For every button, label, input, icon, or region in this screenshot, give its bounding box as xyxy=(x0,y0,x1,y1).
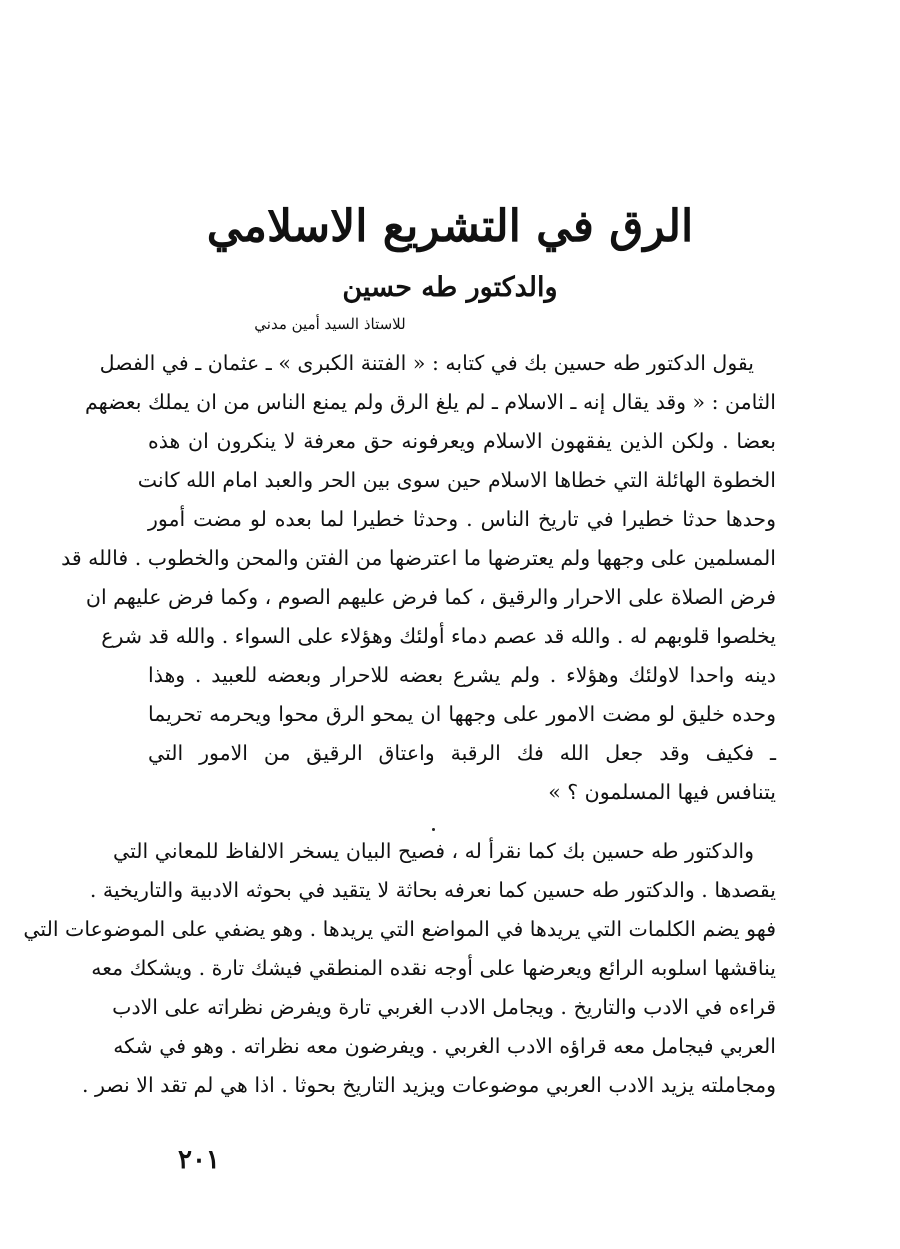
text-line: يتنافس فيها المسلمون ؟ » xyxy=(548,780,776,804)
text-line: فرض الصلاة على الاحرار والرقيق ، كما فرض عليهم الصوم ، وكما فرض عليهم ان xyxy=(85,585,776,609)
scan-speck xyxy=(432,828,435,831)
text-line: يناقشها اسلوبه الرائع ويعرضها على أوجه نقده المنطقي فيشك تارة . ويشكك معه xyxy=(91,956,776,980)
text-line: بعضا . ولكن الذين يفقهون الاسلام ويعرفونه حق معرفة لا ينكرون ان هذه xyxy=(148,429,776,453)
paragraph-quote xyxy=(61,344,776,812)
page-subtitle: والدكتور طه حسين xyxy=(342,272,558,303)
author-byline: للاستاذ السيد أمين مدني xyxy=(254,315,406,333)
text-line: يخلصوا قلوبهم له . والله قد عصم دماء أولئك وهؤلاء على السواء . والله قد شرع xyxy=(101,624,776,648)
page-title: الرق في التشريع الاسلامي xyxy=(206,201,694,252)
paragraph-spacer xyxy=(148,812,776,832)
text-line: والدكتور طه حسين بك كما نقرأ له ، فصيح البيان يسخر الالفاظ للمعاني التي xyxy=(113,839,754,863)
text-line: ومجاملته يزيد الادب العربي موضوعات ويزيد التاريخ بحوثا . اذا هي لم تقد الا نصر . xyxy=(81,1073,776,1097)
text-line: قراءه في الادب والتاريخ . ويجامل الادب الغربي تارة ويفرض نظراته على الادب xyxy=(112,995,776,1019)
article-body xyxy=(23,344,776,1105)
text-line: فهو يضم الكلمات التي يريدها في المواضع التي يريدها . وهو يضفي على الموضوعات التي xyxy=(23,917,776,941)
text-line: ـ فكيف وقد جعل الله فك الرقبة واعتاق الرقيق من الامور التي xyxy=(148,741,776,765)
page-number: ٢٠١ xyxy=(178,1145,220,1175)
paragraph-commentary xyxy=(23,832,776,1105)
text-line: دينه واحدا لاولئك وهؤلاء . ولم يشرع بعضه للاحرار وبعضه للعبيد . وهذا xyxy=(148,663,776,687)
text-line: يقول الدكتور طه حسين بك في كتابه : « الفتنة الكبرى » ـ عثمان ـ في الفصل xyxy=(99,351,754,375)
text-line: يقصدها . والدكتور طه حسين كما نعرفه بحاثة لا يتقيد في بحوثه الادبية والتاريخية . xyxy=(89,878,776,902)
text-line: المسلمين على وجهها ولم يعترضها ما اعترضها من الفتن والمحن والخطوب . فالله قد xyxy=(61,546,776,570)
text-line: وحده خليق لو مضت الامور على وجهها ان يمحو الرق محوا ويحرمه تحريما xyxy=(148,702,776,726)
text-line: وحدها حدثا خطيرا في تاريخ الناس . وحدثا خطيرا لما بعده لو مضت أمور xyxy=(148,507,776,531)
text-line: الثامن : « وقد يقال إنه ـ الاسلام ـ لم يلغ الرق ولم يمنع الناس من ان يملك بعضهم xyxy=(85,390,776,414)
text-line: العربي فيجامل معه قراؤه الادب الغربي . ويفرضون معه نظراته . وهو في شكه xyxy=(113,1034,776,1058)
text-line: الخطوة الهائلة التي خطاها الاسلام حين سوى بين الحر والعبد امام الله كانت xyxy=(137,468,776,492)
